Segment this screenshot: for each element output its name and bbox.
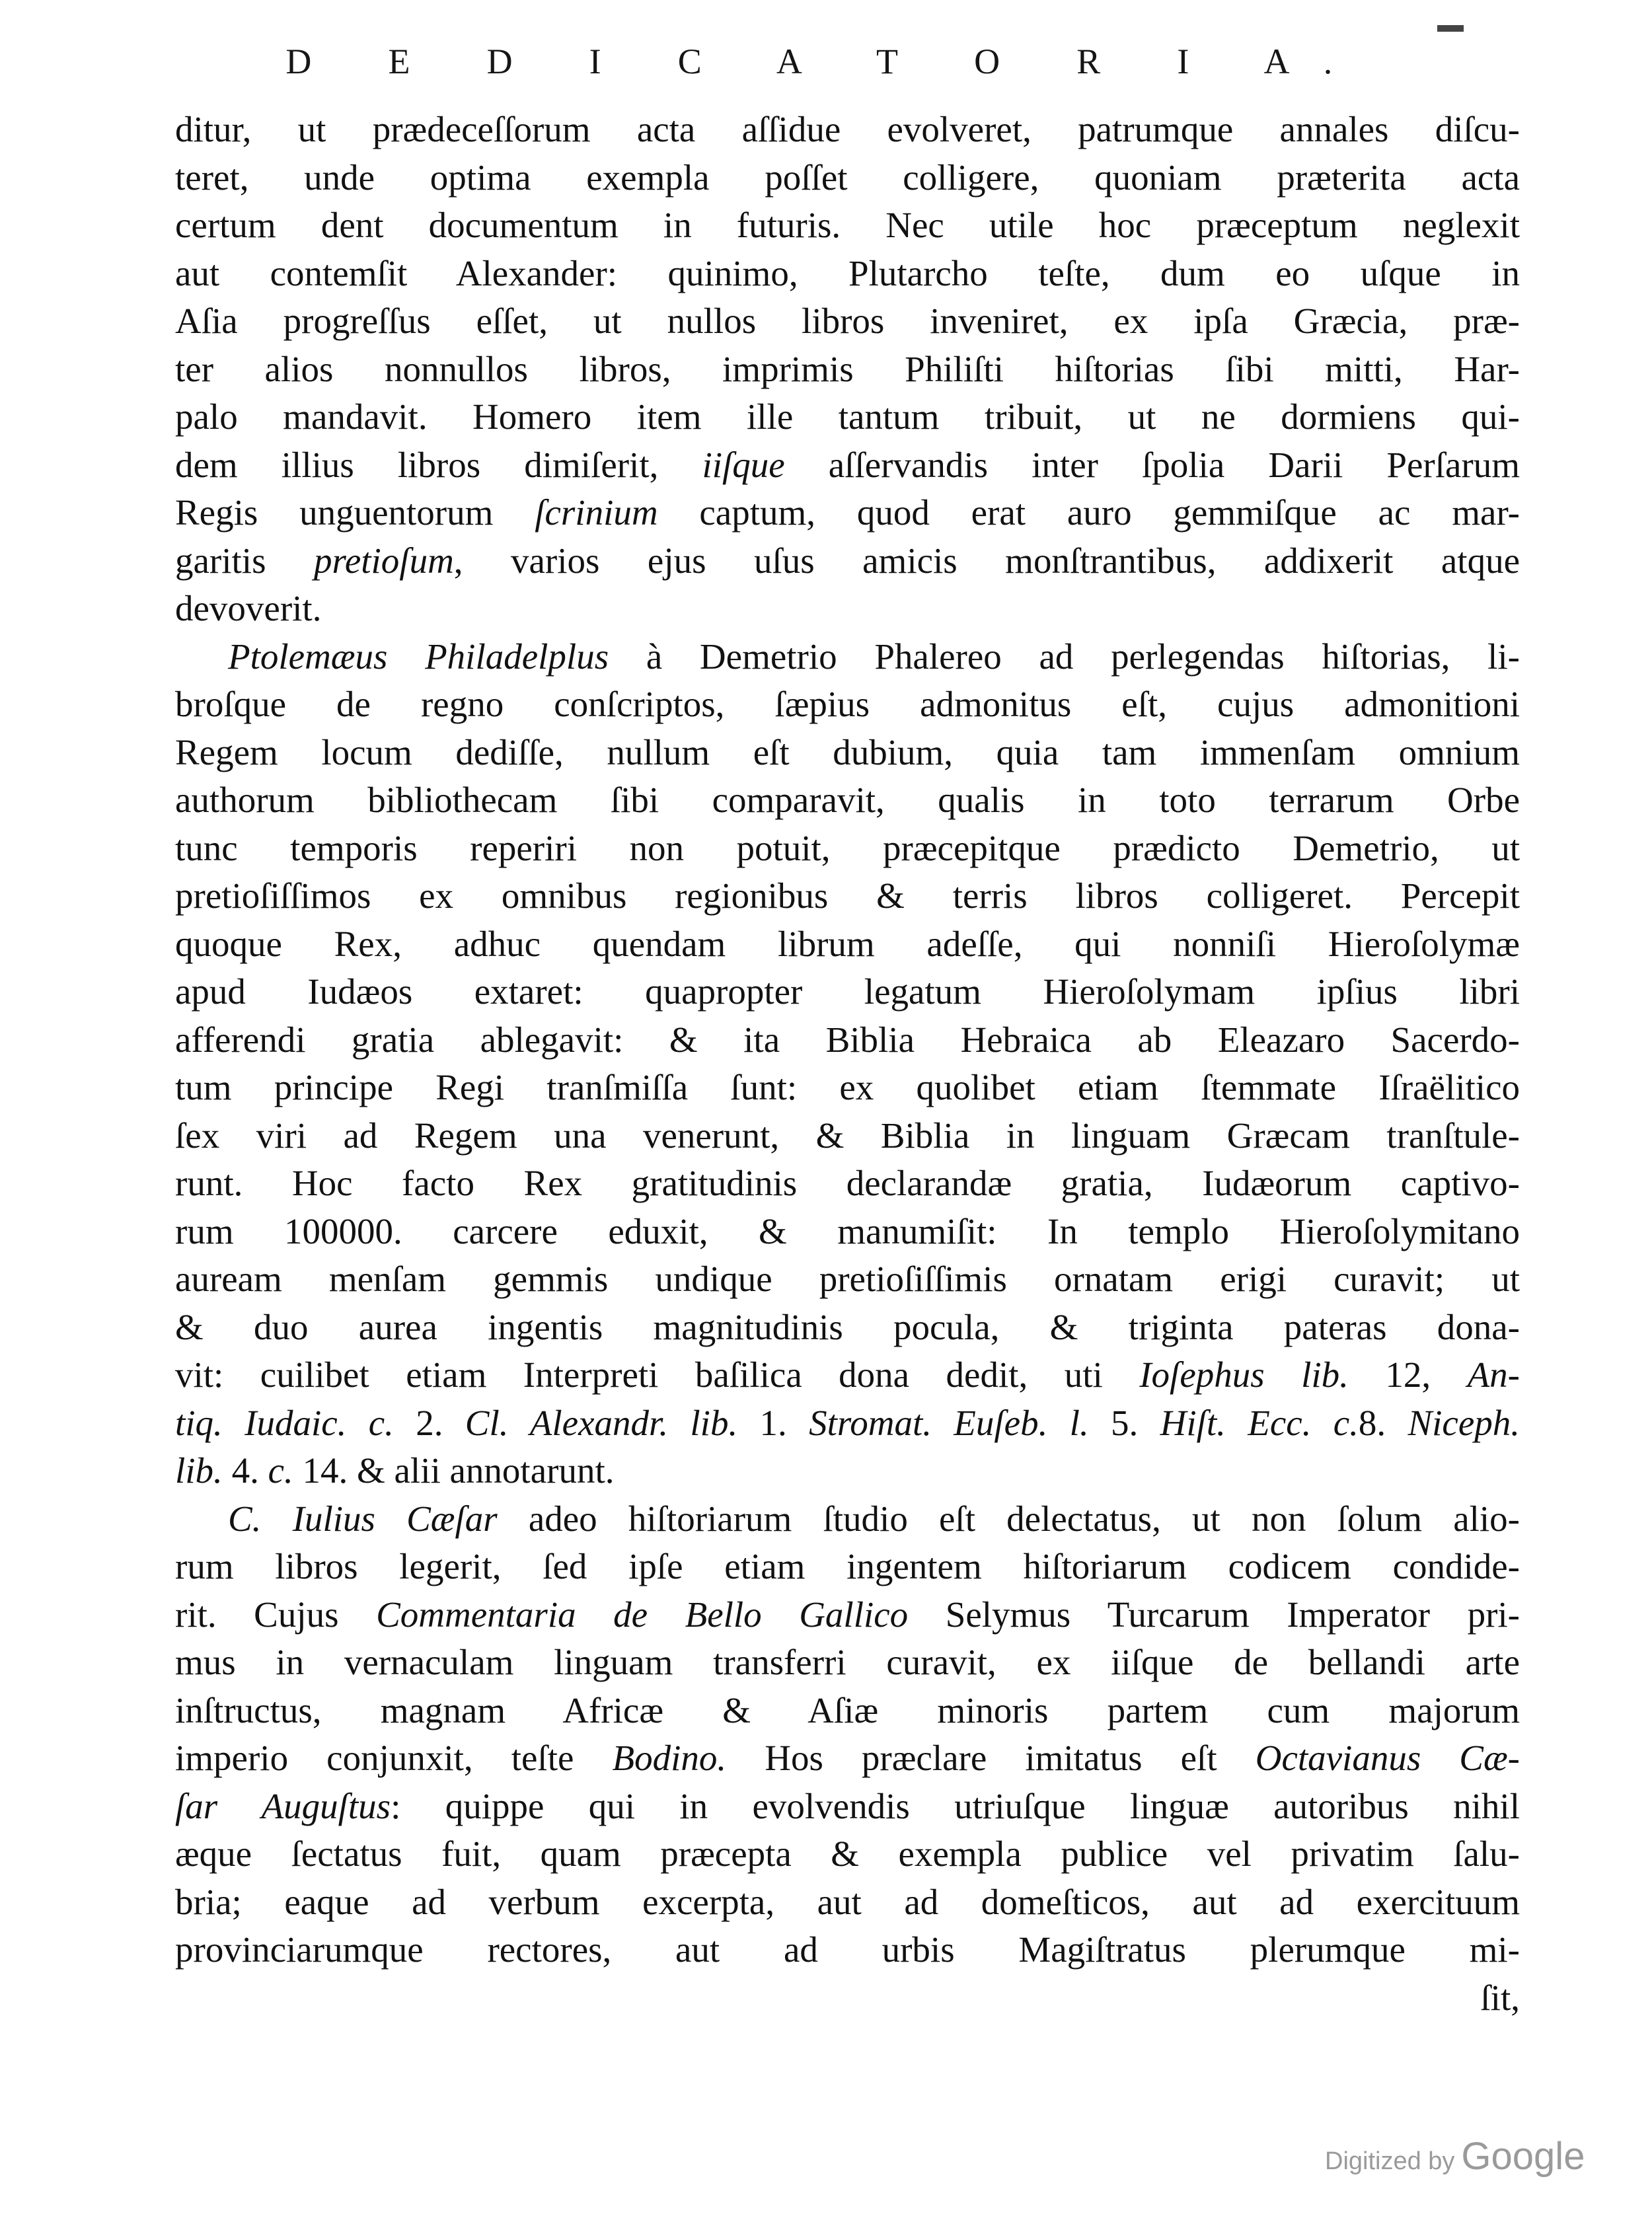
text-line [175,1447,1520,1495]
text-line [175,202,1520,250]
text-segment: bria; eaque ad verbum excerpta, aut ad domeſticos, aut ad exercituum [175,1881,1520,1922]
italic-text: c. [268,1450,293,1491]
text-line [175,729,1520,777]
text-segment: vit: cuilibet etiam Interpreti baſilica dona dedit, uti [175,1354,1140,1395]
text-line [175,633,1520,681]
text-line [175,537,1520,585]
digitized-by-google-watermark [1325,2134,1585,2178]
text-segment: runt. Hoc facto Rex gratitudinis declarandæ gratia, Iudæorum captivo- [175,1163,1520,1203]
text-segment: ſex viri ad Regem una venerunt, & Biblia in linguam Græcam tranſtule- [175,1115,1520,1156]
text-segment: mus in vernaculam linguam transferri curavit, ex iiſque de bellandi arte [175,1642,1520,1682]
text-line [175,776,1520,825]
text-segment: dem illius libros dimiſerit, [175,444,702,485]
text-segment: provinciarumque rectores, aut ad urbis Magiſtratus plerumque mi- [175,1929,1520,1970]
text-line [175,489,1520,537]
text-line [175,1687,1520,1735]
text-line [175,1974,1520,2022]
text-line [175,1112,1520,1160]
text-line [175,1639,1520,1687]
text-segment: Regis unguentorum [175,492,535,533]
text-segment: afferendi gratia ablegavit: & ita Biblia Hebraica ab Eleazaro Sacerdo- [175,1019,1520,1060]
text-segment: adeo hiſtoriarum ſtudio eſt delectatus, ut non ſolum alio- [497,1498,1520,1539]
text-segment: 2. [393,1402,465,1443]
text-segment: aut contemſit Alexander: quinimo, Plutarcho teſte, dum eo uſque in [175,252,1520,293]
italic-text: lib. [175,1450,223,1491]
text-segment: & duo aurea ingentis magnitudinis pocula, & triginta pateras dona- [175,1306,1520,1347]
text-line [175,872,1520,920]
digitized-label: Digitized by [1325,2147,1455,2175]
italic-text: C. Iulius Cæſar [228,1498,498,1539]
italic-text: Niceph. [1408,1402,1521,1443]
text-segment: tum principe Regi tranſmiſſa ſunt: ex quolibet etiam ſtemmate Iſraëlitico [175,1067,1520,1107]
text-line [175,250,1520,298]
italic-text: Octavianus Cæ- [1255,1738,1520,1778]
text-line [175,106,1520,154]
text-segment: tunc temporis reperiri non potuit, præcepitque prædicto Demetrio, ut [175,827,1520,868]
text-segment: 12, [1348,1354,1468,1395]
text-segment: æque ſectatus fuit, quam præcepta & exempla publice vel privatim ſalu- [175,1834,1520,1874]
text-line [175,1926,1520,1974]
text-segment: 4. [222,1450,268,1491]
text-line [175,1304,1520,1352]
italic-text: iiſque [702,444,785,485]
text-line [175,1734,1520,1783]
running-head: D E D I C A T O R I A. [285,42,1367,81]
text-segment: Aſia progreſſus eſſet, ut nullos libros inveniret, ex ipſa Græcia, præ- [175,301,1520,341]
text-segment: 5. [1088,1402,1160,1443]
text-segment: Selymus Turcarum Imperator pri- [908,1594,1520,1635]
text-segment: teret, unde optima exempla poſſet colligere, quoniam præterita acta [175,157,1520,198]
italic-text: Hiſt. Ecc. c. [1160,1402,1359,1443]
text-line [175,441,1520,490]
italic-text: pretioſum [313,540,454,581]
text-segment: rum libros legerit, ſed ipſe etiam ingentem hiſtoriarum codicem condide- [175,1546,1520,1586]
text-segment: garitis [175,540,314,581]
text-line [175,825,1520,873]
text-segment: , varios ejus uſus amicis monſtrantibus, addixerit atque [453,540,1520,581]
text-segment: auream menſam gemmis undique pretioſiſſimis ornatam erigi curavit; ut [175,1259,1520,1299]
italic-text: ſar Auguſtus [175,1785,391,1826]
text-segment: rum 100000. carcere eduxit, & manumiſit: In templo Hieroſolymitano [175,1210,1520,1251]
text-segment: devoverit. [175,588,322,628]
text-line [175,1064,1520,1112]
text-segment: rit. Cujus [175,1594,377,1635]
text-segment: aſſervandis inter ſpolia Darii Perſarum [784,444,1520,485]
italic-text: An- [1467,1354,1520,1395]
text-line [175,393,1520,441]
text-line [175,681,1520,729]
text-segment: palo mandavit. Homero item ille tantum tribuit, ut ne dormiens qui- [175,396,1520,437]
text-segment: à Demetrio Phalereo ad perlegendas hiſtorias, li- [609,636,1520,677]
text-segment: ditur, ut prædeceſſorum acta aſſidue evolveret, patrumque annales diſcu- [175,109,1520,149]
italic-text: Stromat. Euſeb. l. [809,1402,1089,1443]
italic-text: Ptolemæus Philadelplus [228,636,609,677]
text-line [175,1399,1520,1448]
text-segment: apud Iudæos extaret: quapropter legatum Hieroſolymam ipſius libri [175,971,1520,1012]
text-line [175,1830,1520,1878]
text-segment: inſtructus, magnam Africæ & Aſiæ minoris partem cum majorum [175,1689,1520,1730]
text-line [175,1160,1520,1208]
italic-text: ſcrinium [535,492,658,533]
text-line [175,154,1520,202]
text-segment: Hos præclare imitatus eſt [726,1738,1256,1778]
text-line [175,297,1520,346]
text-line [175,1878,1520,1927]
text-segment: 14. & alii annotarunt. [293,1450,615,1491]
text-line [175,968,1520,1016]
text-line [175,1016,1520,1064]
text-segment: pretioſiſſimos ex omnibus regionibus & terris libros colligeret. Percepit [175,875,1520,916]
text-line [175,1543,1520,1591]
text-line [175,346,1520,394]
text-segment: Regem locum dediſſe, nullum eſt dubium, quia tam immenſam omnium [175,731,1520,772]
text-segment: quoque Rex, adhuc quendam librum adeſſe, qui nonniſi Hieroſolymæ [175,923,1520,964]
text-segment: broſque de regno conſcriptos, ſæpius admonitus eſt, cujus admonitioni [175,684,1520,724]
text-line [175,585,1520,633]
text-segment: imperio conjunxit, teſte [175,1738,613,1778]
text-segment: 1. [737,1402,809,1443]
text-line [175,1495,1520,1543]
italic-text: Cl. Alexandr. lib. [465,1402,738,1443]
italic-text: Bodino. [612,1738,727,1778]
italic-text: tiq. Iudaic. c. [175,1402,394,1443]
text-segment: ſit, [1480,1977,1520,2018]
text-segment: certum dent documentum in futuris. Nec utile hoc præceptum neglexit [175,205,1520,245]
scan-mark [1437,25,1464,32]
italic-text: Ioſephus lib. [1139,1354,1349,1395]
text-segment: 8. [1358,1402,1408,1443]
text-line [175,1208,1520,1256]
body-text [175,106,1520,2022]
text-segment: : quippe qui in evolvendis utriuſque linguæ autoribus nihil [391,1785,1520,1826]
text-line [175,920,1520,969]
text-line [175,1255,1520,1304]
text-line [175,1783,1520,1831]
italic-text: Commentaria de Bello Gallico [376,1594,909,1635]
text-segment: ter alios nonnullos libros, imprimis Philiſti hiſtorias ſibi mitti, Har- [175,348,1520,389]
google-logo-text: Google [1461,2135,1585,2178]
text-segment: captum, quod erat auro gemmiſque ac mar- [657,492,1520,533]
text-line [175,1351,1520,1399]
text-line [175,1591,1520,1639]
text-segment: authorum bibliothecam ſibi comparavit, qualis in toto terrarum Orbe [175,780,1520,820]
